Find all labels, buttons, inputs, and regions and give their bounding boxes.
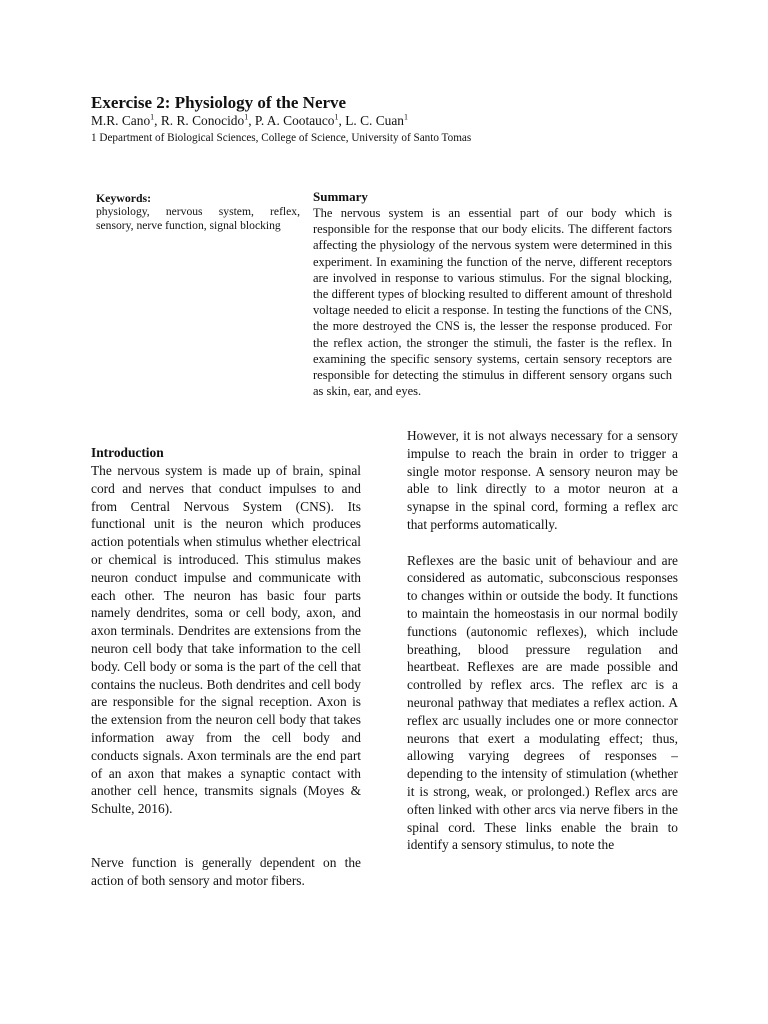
author-affiliation-mark: 1 xyxy=(334,112,339,122)
keywords-text: physiology, nervous system, reflex, sensory, nerve function, signal blocking xyxy=(96,205,300,232)
author-affiliation-mark: 1 xyxy=(244,112,249,122)
body-paragraph: However, it is not always necessary for a sensory impulse to reach the brain in order to trigger a single motor response. A sensory neuron may be able to link directly to a motor neuron at a synapse in the spinal cord, forming a reflex arc that performs automatically. xyxy=(407,428,678,532)
author-affiliation-mark: 1 xyxy=(403,112,408,122)
author-list xyxy=(91,113,408,129)
keywords-heading: Keywords: xyxy=(96,191,152,205)
right-column xyxy=(407,427,678,854)
paper-title: Exercise 2: Physiology of the Nerve xyxy=(91,93,347,112)
summary-text: The nervous system is an essential part of our body which is responsible for the response that our body elicits. The different factors affecting the physiology of the nervous system were determined in this experiment. In examining the function of the nerve, different receptors are involved in response to various stimulus. For the signal blocking, the different types of blocking resulted to different amount of threshold voltage needed to elicit a response. In testing the functions of the CNS, the more destroyed the CNS is, the lesser the response produced. For the reflex action, the stronger the stimuli, the faster is the reflex. In examining the specific sensory systems, certain sensory receptors are responsible for detecting the stimulus in different sensory organs such as skin, ear, and eyes. xyxy=(313,206,672,399)
summary-heading: Summary xyxy=(313,189,368,204)
paragraph-gap xyxy=(91,818,361,854)
paragraph-gap xyxy=(407,534,678,552)
author-name: M.R. Cano xyxy=(91,113,151,128)
author-separator: , xyxy=(338,113,346,128)
introduction-paragraph: The nervous system is made up of brain, spinal cord and nerves that conduct impulses to and from Central Nervous System (CNS). Its functional unit is the neuron which produces action potentials when stimulus whether electrical or chemical is introduced. This stimulus makes neuron conduct impulse and communicate with each other. The neuron has basic four parts namely dendrites, soma or cell body, axon, and axon terminals. Dendrites are extensions from the neuron cell body that take information to the cell body. Cell body or soma is the part of the cell that contains the nucleus. Both dendrites and cell body are responsible for the signal reception. Axon is the extension from the neuron cell body that takes information away from the cell body and conducts signals. Axon terminals are the end part of an axon that makes a synaptic contact with another cell hence, transmits signals (Moyes & Schulte, 2016). xyxy=(91,463,361,817)
left-column xyxy=(91,444,361,890)
introduction-paragraph: Nerve function is generally dependent on the action of both sensory and motor fibers. xyxy=(91,854,361,888)
affiliation: 1 Department of Biological Sciences, College of Science, University of Santo Tomas xyxy=(91,132,472,144)
body-paragraph: Reflexes are the basic unit of behaviour and are considered as automatic, subconscious responses to changes within or outside the body. It functions to maintain the homeostasis in our normal bodily functions (autonomic reflexes), which include breathing, blood pressure regulation and heartbeat. Reflexes are are made possible and controlled by reflex arcs. The reflex arc is a neuronal pathway that mediates a reflex action. A reflex arc usually includes one or more connector neurons that exert a modulating effect; thus, allowing varying degrees of responses – depending to the intensity of stimulation (whether it is strong, weak, or prolonged.) Reflex arcs are often linked with other arcs via nerve fibers in the spinal cord. These links enable the brain to identify a sensory stimulus, to note the xyxy=(407,552,678,853)
introduction-heading: Introduction xyxy=(91,445,164,460)
author-separator: , xyxy=(248,113,255,128)
author-name: R. R. Conocido xyxy=(160,113,245,128)
author-name: P. A. Cootauco xyxy=(254,113,335,128)
author-separator: , xyxy=(154,113,161,128)
author-affiliation-mark: 1 xyxy=(150,112,155,122)
summary-block xyxy=(313,189,672,399)
keywords-block xyxy=(96,191,300,233)
author-name: L. C. Cuan xyxy=(345,113,404,128)
